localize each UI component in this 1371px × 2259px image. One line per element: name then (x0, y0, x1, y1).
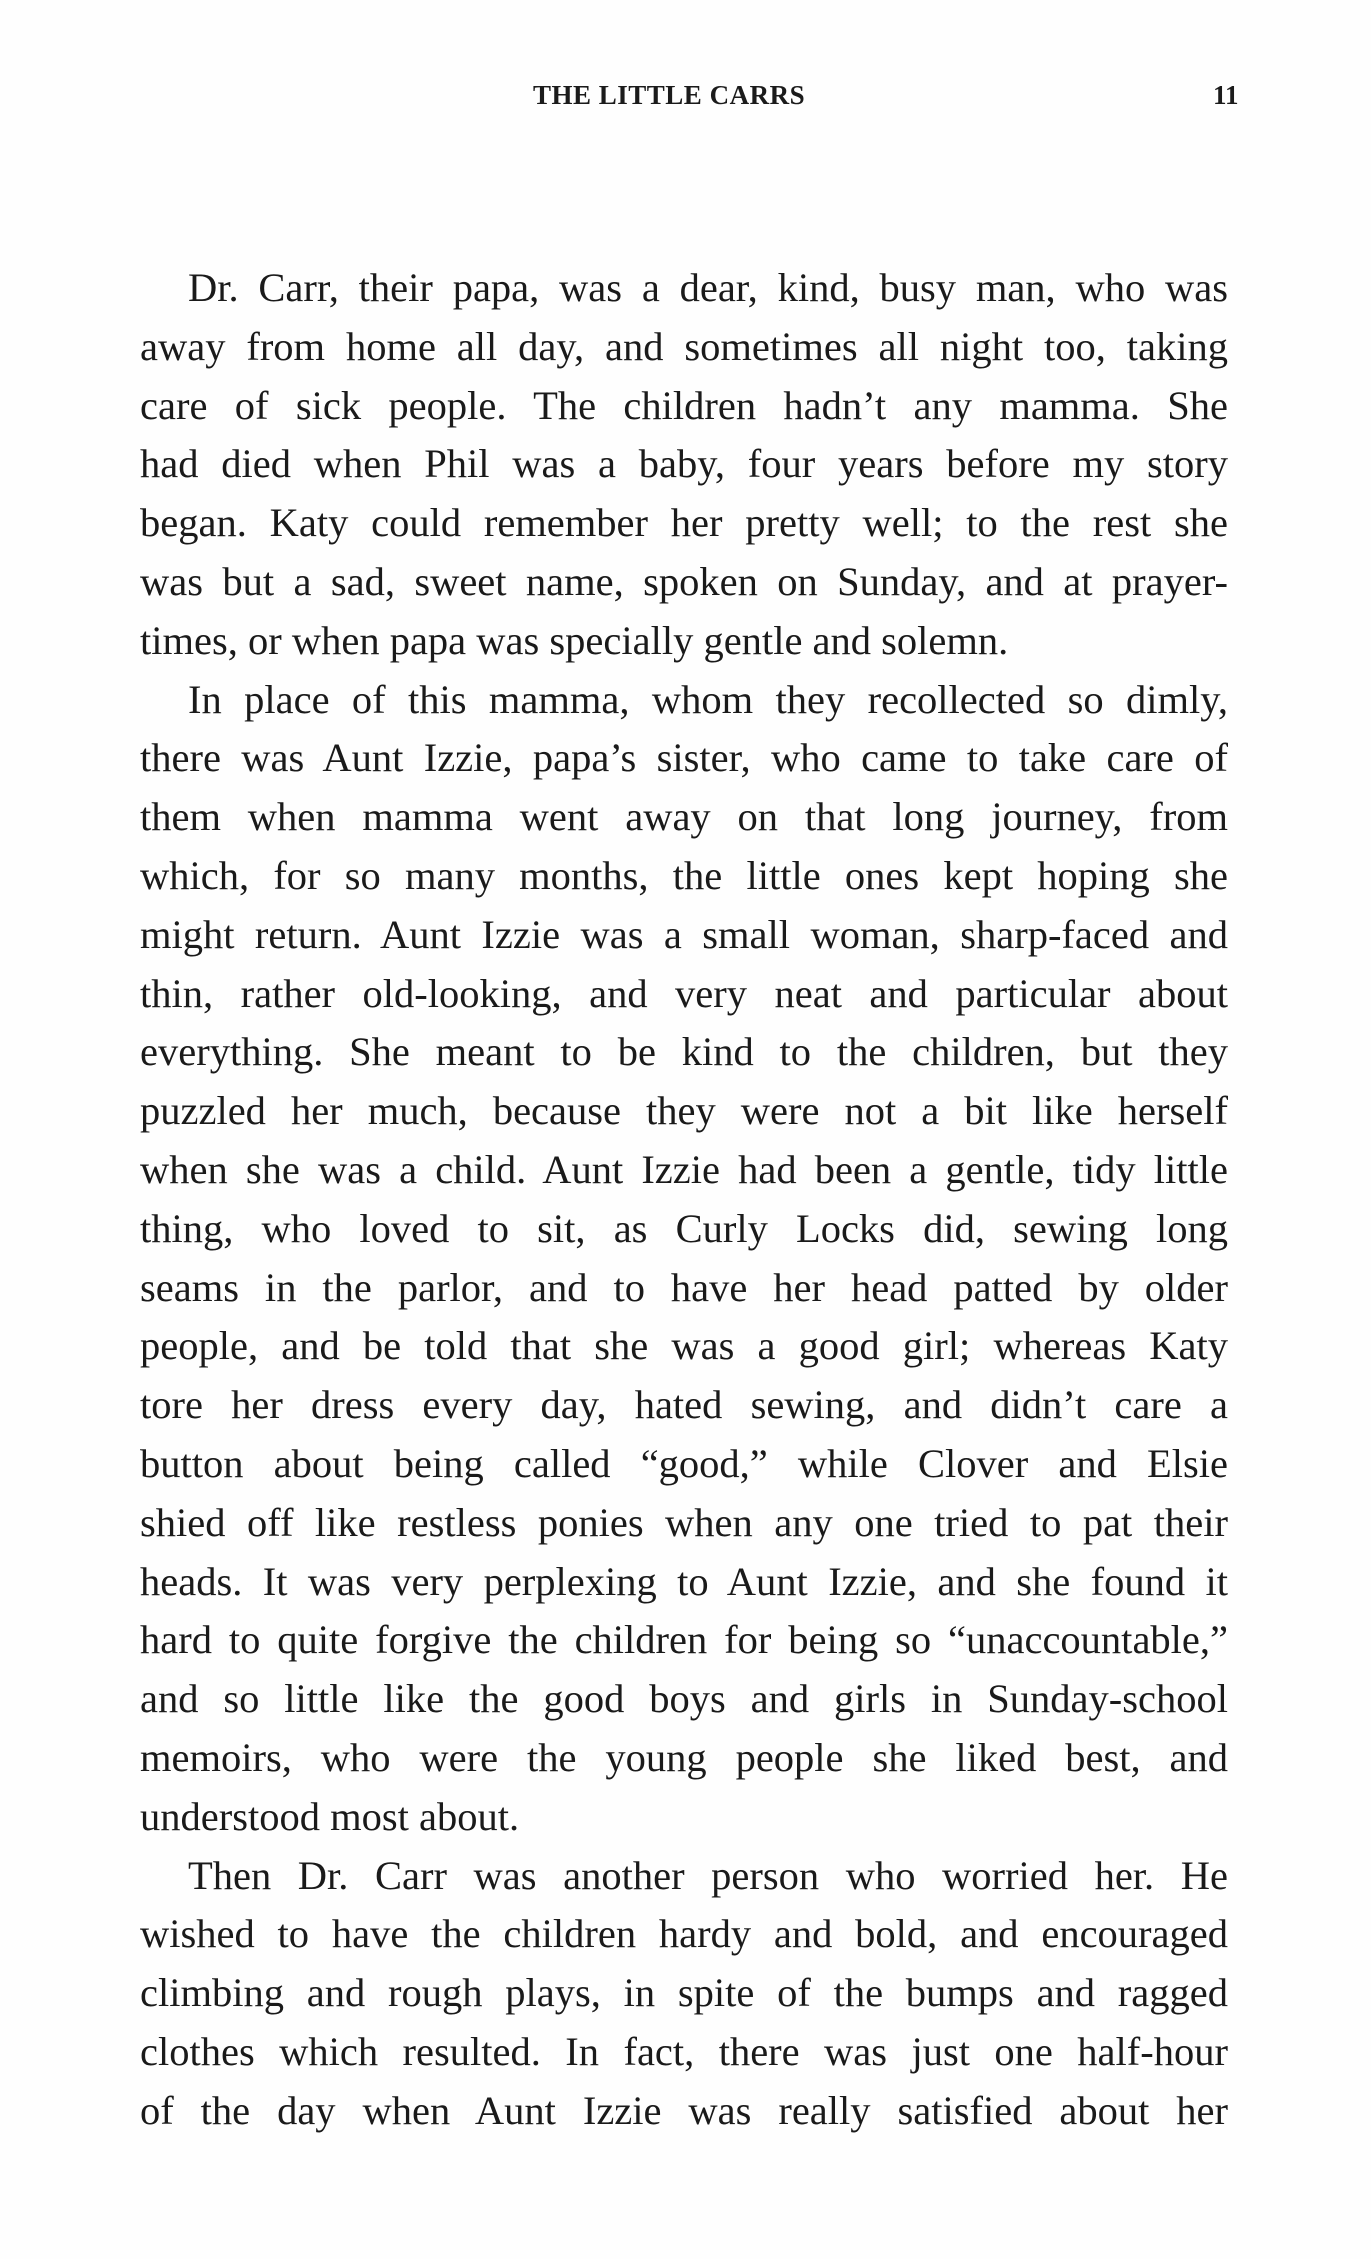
text-line: climbing and rough plays, in spite of the bumps and ragged (140, 1970, 1228, 2016)
text-line: button about being called “good,” while Clover and Elsie (140, 1440, 1228, 1486)
text-line: wished to have the children hardy and bold, and encouraged (140, 1911, 1228, 1957)
text-line: away from home all day, and sometimes all night too, taking (140, 323, 1228, 369)
text-line: care of sick people. The children hadn’t any mamma. She (140, 382, 1228, 428)
text-line: might return. Aunt Izzie was a small woman, sharp-faced and (140, 911, 1228, 957)
text-line: hard to quite forgive the children for being so “unaccountable,” (140, 1617, 1228, 1663)
text-line: people, and be told that she was a good girl; whereas Katy (140, 1323, 1228, 1369)
text-line: Dr. Carr, their papa, was a dear, kind, busy man, who was (188, 265, 1228, 310)
text-line: which, for so many months, the little ones kept hoping she (140, 852, 1228, 898)
text-line: heads. It was very perplexing to Aunt Izzie, and she found it (140, 1558, 1228, 1604)
text-line: tore her dress every day, hated sewing, and didn’t care a (140, 1382, 1228, 1428)
running-title: THE LITTLE CARRS (533, 80, 806, 110)
text-line: clothes which resulted. In fact, there was just one half-hour (140, 2028, 1228, 2074)
text-line: had died when Phil was a baby, four years before my story (140, 441, 1228, 487)
text-line: and so little like the good boys and girls in Sunday-school (140, 1676, 1228, 1722)
text-line: Then Dr. Carr was another person who worried her. He (188, 1852, 1228, 1898)
text-line: was but a sad, sweet name, spoken on Sunday, and at prayer- (140, 558, 1228, 604)
text-line: puzzled her much, because they were not a bit like herself (140, 1088, 1228, 1134)
text-line: began. Katy could remember her pretty well; to the rest she (140, 500, 1228, 546)
paragraph (140, 1847, 1228, 2141)
body-text (140, 259, 1228, 2141)
text-line: thin, rather old-looking, and very neat and particular about (140, 970, 1228, 1016)
text-line: of the day when Aunt Izzie was really satisfied about her (140, 2087, 1228, 2133)
text-line: In place of this mamma, whom they recollected so dimly, (188, 676, 1228, 722)
text-line: thing, who loved to sit, as Curly Locks did, sewing long (140, 1205, 1228, 1251)
paragraph (140, 259, 1228, 671)
text-line: understood most about. (140, 1793, 520, 1839)
text-line: times, or when papa was specially gentle and solemn. (140, 617, 1009, 663)
page-number: 11 (1213, 80, 1239, 110)
text-line: seams in the parlor, and to have her head patted by older (140, 1264, 1228, 1310)
text-line: memoirs, who were the young people she liked best, and (140, 1734, 1228, 1780)
text-line: them when mamma went away on that long journey, from (140, 794, 1228, 840)
text-line: when she was a child. Aunt Izzie had been a gentle, tidy little (140, 1146, 1228, 1192)
text-line: shied off like restless ponies when any one tried to pat their (140, 1499, 1228, 1545)
text-line: there was Aunt Izzie, papa’s sister, who came to take care of (140, 735, 1228, 781)
paragraph (140, 671, 1228, 1847)
text-line: everything. She meant to be kind to the children, but they (140, 1029, 1228, 1075)
